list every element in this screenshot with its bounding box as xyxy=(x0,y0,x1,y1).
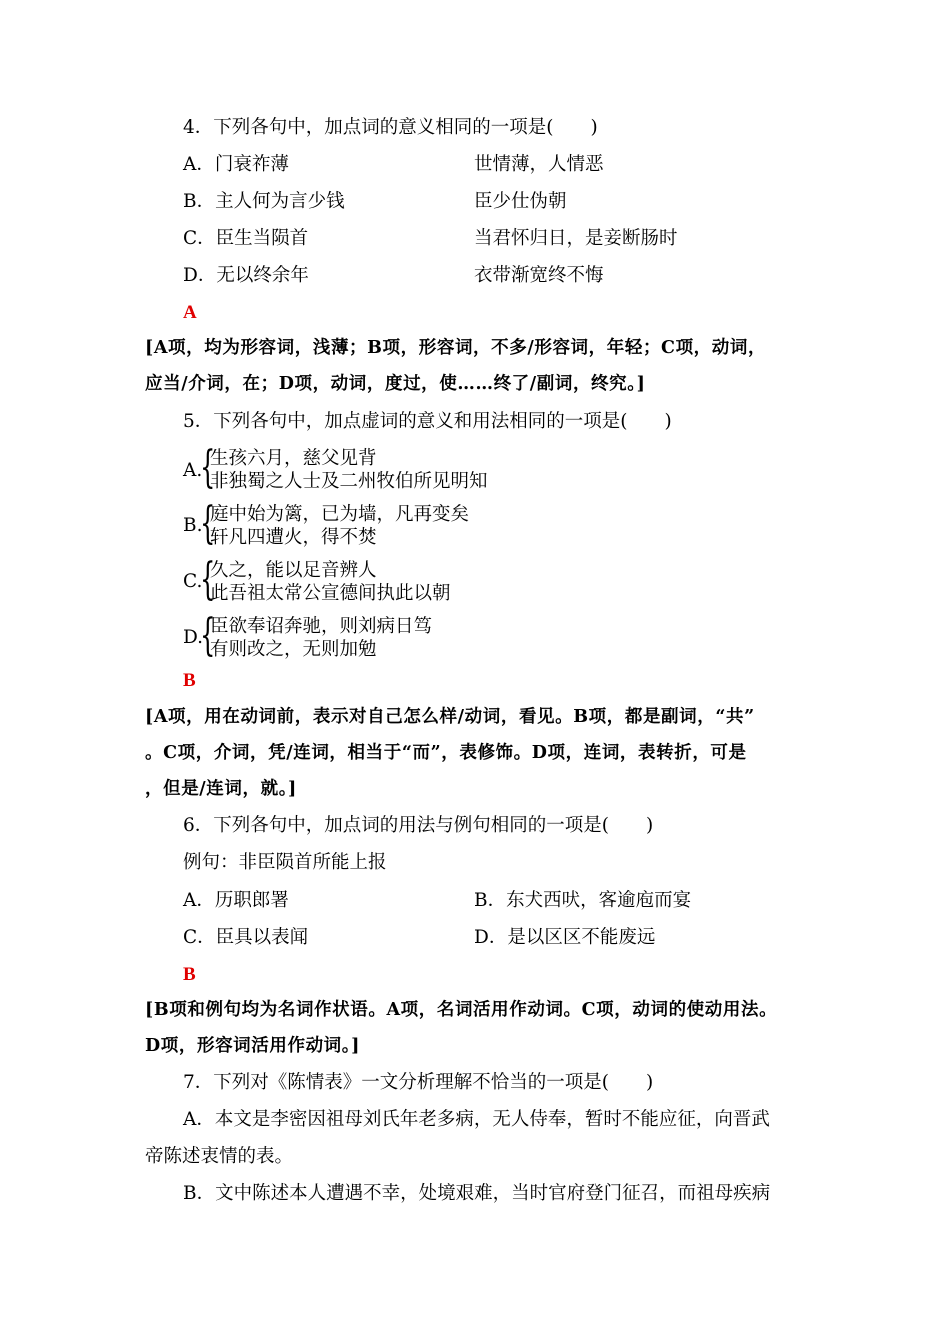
q6-answer: B xyxy=(183,964,196,985)
q5-option-b-line-1: 庭中始为篱，已为墙，凡再变矣 xyxy=(210,504,470,525)
q5-option-c-line-1: 久之，能以足音辨人 xyxy=(210,560,377,581)
q7-stem: 7．下列对《陈情表》一文分析理解不恰当的一项是( ) xyxy=(183,1072,654,1093)
q4-option-b-left: B．主人何为言少钱 xyxy=(183,191,345,212)
q4-stem: 4．下列各句中，加点词的意义相同的一项是( ) xyxy=(183,117,598,138)
q5-option-c-label: C. xyxy=(183,571,203,592)
q6-option-d: D．是以区区不能废远 xyxy=(474,927,656,948)
q4-explanation-line-2: 应当/介词，在；D项，动词，度过，使……终了/副词，终究。] xyxy=(145,374,646,394)
q5-option-d-line-2: 有则改之，无则加勉 xyxy=(210,639,377,660)
q6-explanation-line-2: D项，形容词活用作动词。] xyxy=(145,1036,361,1056)
q6-example: 例句：非臣陨首所能上报 xyxy=(183,852,387,873)
q5-option-a-label: A. xyxy=(183,460,203,481)
q4-option-d-left: D．无以终余年 xyxy=(183,265,309,286)
q4-option-c-left: C．臣生当陨首 xyxy=(183,228,309,249)
q7-option-b-line-1: B．文中陈述本人遭遇不幸，处境艰难，当时官府登门征召，而祖母疾病 xyxy=(183,1183,771,1204)
q4-option-a-left: A．门衰祚薄 xyxy=(183,154,289,175)
q5-option-a-line-2: 非独蜀之人士及二州牧伯所见明知 xyxy=(210,471,488,492)
q4-explanation-line-1: [A项，均为形容词，浅薄；B项，形容词，不多/形容词，年轻；C项，动词， xyxy=(145,338,767,358)
q5-option-b-label: B. xyxy=(183,515,203,536)
q6-option-c: C．臣具以表闻 xyxy=(183,927,309,948)
q5-explanation-line-1: [A项，用在动词前，表示对自己怎么样/动词，看见。B项，都是副词，“共” xyxy=(145,707,755,727)
q5-option-b-line-2: 轩凡四遭火，得不焚 xyxy=(210,527,377,548)
q5-stem: 5．下列各句中，加点虚词的意义和用法相同的一项是( ) xyxy=(183,411,672,432)
q6-explanation-line-1: [B项和例句均为名词作状语。A项，名词活用作动词。C项，动词的使动用法。 xyxy=(145,1000,778,1020)
q7-option-a-line-2: 帝陈述衷情的表。 xyxy=(145,1146,294,1167)
q6-option-a: A．历职郎署 xyxy=(183,890,289,911)
q4-answer: A xyxy=(183,302,197,323)
q5-answer: B xyxy=(183,670,196,691)
q5-option-c-brace: { xyxy=(200,554,216,605)
q5-option-c-line-2: 此吾祖太常公宣德间执此以朝 xyxy=(210,583,451,604)
q5-explanation-line-2: 。C项，介词，凭/连词，相当于“而”，表修饰。D项，连词，表转折，可是 xyxy=(145,743,747,763)
q5-option-b-brace: { xyxy=(200,498,216,549)
q5-explanation-line-3: ，但是/连词，就。] xyxy=(145,779,297,799)
q6-stem: 6．下列各句中，加点词的用法与例句相同的一项是( ) xyxy=(183,815,654,836)
q6-option-b: B．东犬西吠，客逾庖而宴 xyxy=(474,890,692,911)
q5-option-a-brace: { xyxy=(200,442,216,493)
q5-option-d-brace: { xyxy=(200,610,216,661)
q4-option-d-right: 衣带渐宽终不悔 xyxy=(474,265,604,286)
q5-option-d-line-1: 臣欲奉诏奔驰，则刘病日笃 xyxy=(210,616,433,637)
q4-option-a-right: 世情薄，人情恶 xyxy=(474,154,604,175)
q4-option-c-right: 当君怀归日，是妾断肠时 xyxy=(474,228,678,249)
q7-option-a-line-1: A．本文是李密因祖母刘氏年老多病，无人侍奉，暂时不能应征，向晋武 xyxy=(183,1109,770,1130)
q5-option-a-line-1: 生孩六月，慈父见背 xyxy=(210,448,377,469)
q4-option-b-right: 臣少仕伪朝 xyxy=(474,191,567,212)
q5-option-d-label: D. xyxy=(183,627,204,648)
